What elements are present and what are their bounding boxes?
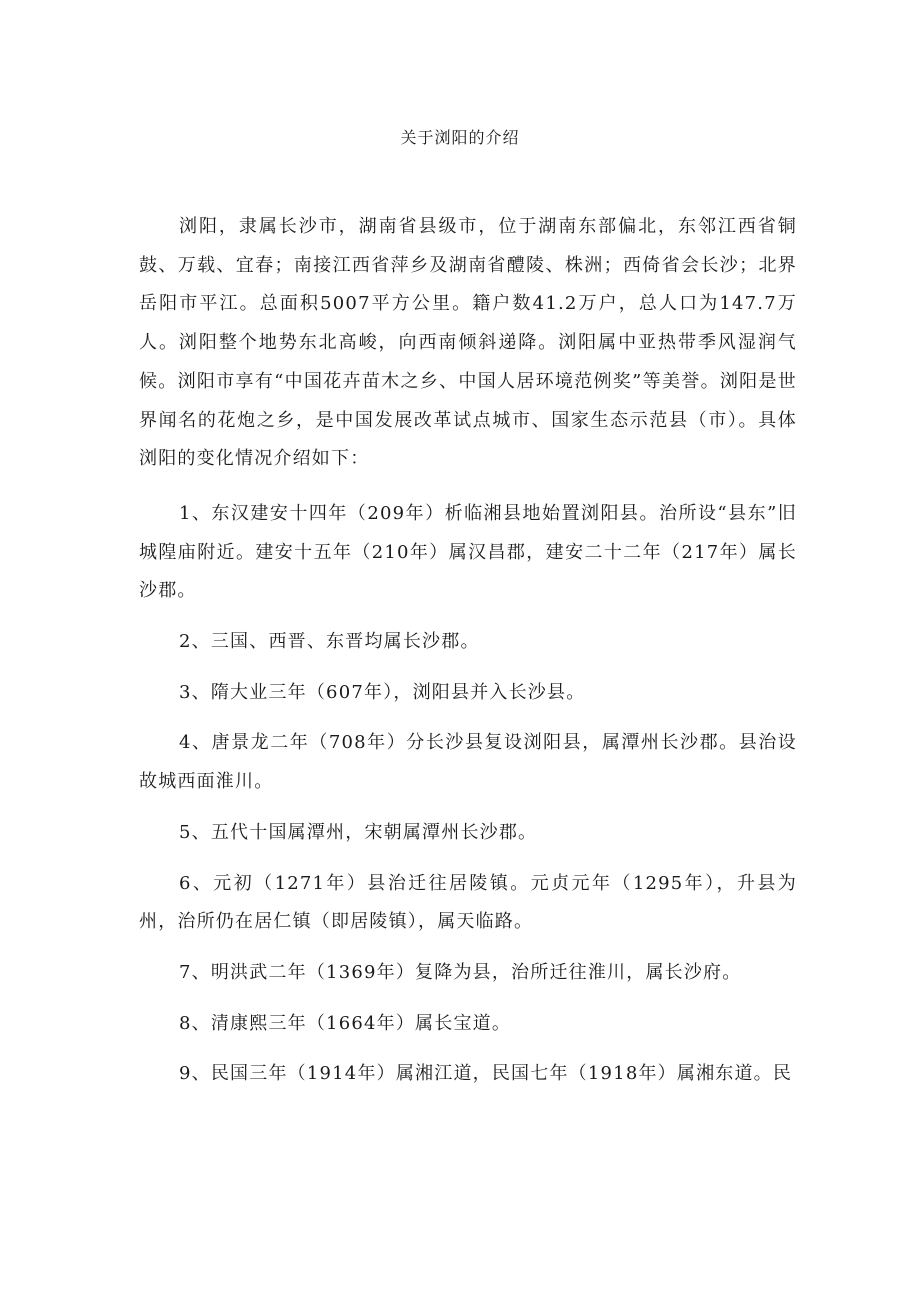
paragraph-gap <box>139 1043 797 1055</box>
history-item-1: 1、东汉建安十四年（209年）析临湘县地始置浏阳县。治所设“县东”旧城隍庙附近。建安十五年（210年）属汉昌郡，建安二十二年（217年）属长沙郡。 <box>139 502 797 602</box>
paragraph-gap <box>139 662 797 674</box>
paragraph-gap <box>139 993 797 1005</box>
intro-paragraph: 浏阳，隶属长沙市，湖南省县级市，位于湖南东部偏北，东邻江西省铜鼓、万载、宜春；南接江西省萍乡及湖南省醴陵、株洲；西倚省会长沙；北界岳阳市平江。总面积5007平方公里。籍户数41.2万户，总人口为147.7万人。浏阳整个地势东北高峻，向西南倾斜递降。浏阳属中亚热带季风湿润气候。浏阳市享有“中国花卉苗木之乡、中国人居环境范例奖”等美誉。浏阳是世界闻名的花炮之乡，是中国发展改革试点城市、国家生态示范县（市）。具体浏阳的变化情况介绍如下： <box>139 216 797 470</box>
history-item-8: 8、清康熙三年（1664年）属长宝道。 <box>179 1012 512 1034</box>
history-item-2: 2、三国、西晋、东晋均属长沙郡。 <box>179 631 480 653</box>
document-title: 关于浏阳的介绍 <box>400 128 520 147</box>
paragraph-gap <box>139 479 797 495</box>
paragraph-gap <box>139 611 797 623</box>
history-item-3: 3、隋大业三年（607年），浏阳县并入长沙县。 <box>179 681 586 703</box>
history-item-7: 7、明洪武二年（1369年）复降为县，治所迁往淮川，属长沙府。 <box>179 961 742 983</box>
paragraph-gap <box>139 942 797 954</box>
history-item-5: 5、五代十国属潭州，宋朝属潭州长沙郡。 <box>179 821 538 843</box>
paragraph-gap <box>139 853 797 865</box>
history-item-9: 9、民国三年（1914年）属湘江道，民国七年（1918年）属湘东道。民 <box>179 1063 793 1085</box>
paragraph-gap <box>139 802 797 814</box>
history-item-6: 6、元初（1271年）县治迁往居陵镇。元贞元年（1295年），升县为州，治所仍在居仁镇（即居陵镇），属天临路。 <box>139 872 797 933</box>
document-body <box>139 208 797 1094</box>
history-item-4: 4、唐景龙二年（708年）分长沙县复设浏阳县，属潭州长沙郡。县治设故城西面淮川。 <box>139 732 797 793</box>
paragraph-gap <box>139 712 797 724</box>
